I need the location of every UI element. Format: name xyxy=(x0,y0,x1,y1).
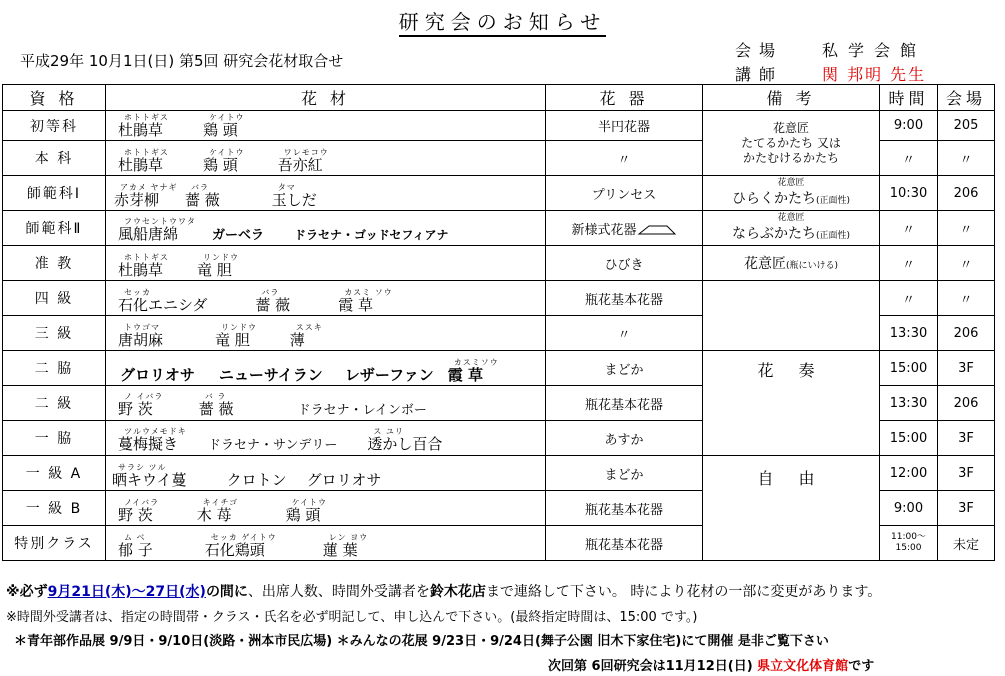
flower-reading: キイチゴ xyxy=(202,498,239,507)
flower-reading: トウゴマ xyxy=(124,323,160,332)
flower-reading: サラシ ツル xyxy=(118,463,167,472)
flower-name: 杜鵑草 xyxy=(118,121,164,139)
flower-name: 野 茨 xyxy=(118,506,153,524)
flower-item xyxy=(114,183,178,209)
flower-reading: レン ヨウ xyxy=(328,533,369,542)
table-row xyxy=(3,246,995,281)
flower-item xyxy=(198,392,234,418)
flowers-cell xyxy=(106,246,546,281)
time-cell: 10:30 xyxy=(880,176,938,211)
footer4-end: です xyxy=(848,659,875,674)
table-row xyxy=(3,211,995,246)
flower-reading: ム ベ xyxy=(124,533,146,542)
vase-cell xyxy=(546,111,703,141)
vase-text: プリンセス xyxy=(591,187,657,203)
flower-item xyxy=(208,437,337,454)
room-cell: 206 xyxy=(938,176,995,211)
vase-text: まどか xyxy=(604,467,644,483)
vase-cell xyxy=(546,456,703,491)
flower-name: グロリオサ xyxy=(120,366,195,384)
room-cell: 〃 xyxy=(938,141,995,176)
footer1-mid: 、出席人数、時間外受講者を xyxy=(247,584,430,600)
note-sub: (正面性) xyxy=(815,196,851,206)
flowers-cell xyxy=(106,351,546,386)
flower-name: 木 苺 xyxy=(196,506,232,524)
vase-cell xyxy=(546,526,703,561)
flower-item xyxy=(118,427,187,453)
class-cell: 一 級 A xyxy=(3,456,106,491)
flower-item xyxy=(298,402,427,419)
footer-line-4 xyxy=(548,655,874,674)
flower-reading: ケイトウ xyxy=(291,498,328,507)
note-text: ひらくかたち xyxy=(731,191,816,207)
flower-item xyxy=(118,533,153,559)
flower-reading: カスミソウ xyxy=(453,358,499,367)
vase-shape-icon xyxy=(637,223,677,238)
flower-reading: タマ xyxy=(277,183,296,192)
flower-item xyxy=(118,323,164,349)
flower-name: 吾亦紅 xyxy=(277,156,323,174)
vase-cell xyxy=(546,421,703,456)
flower-name: 薔 薇 xyxy=(255,296,291,314)
flower-item xyxy=(185,183,220,209)
vase-text: 新様式花器 xyxy=(571,222,637,238)
room-cell: 206 xyxy=(938,316,995,351)
flowers-cell xyxy=(106,211,546,246)
room-cell: 3F xyxy=(938,456,995,491)
flower-reading: ス ユリ xyxy=(373,427,404,436)
flowers-cell xyxy=(106,141,546,176)
flower-reading: バ ラ xyxy=(204,392,227,401)
flower-item xyxy=(118,498,160,524)
flower-reading: カスミ ソウ xyxy=(344,288,393,297)
time-cell: 11:00～15:00 xyxy=(880,526,938,561)
class-cell: 一 級 B xyxy=(3,491,106,526)
vase-text: ひびき xyxy=(604,257,644,273)
table-row xyxy=(3,351,995,386)
flower-name: 竜 胆 xyxy=(197,261,232,279)
time-cell: 〃 xyxy=(880,141,938,176)
footer1-between: の間に xyxy=(205,584,248,600)
flower-reading: ススキ xyxy=(295,323,323,332)
class-cell: 本 科 xyxy=(3,141,106,176)
room-cell: 〃 xyxy=(938,211,995,246)
vase-text: まどか xyxy=(604,362,644,378)
footer4-text: 次回第 6回研究会は11月12日(日) xyxy=(548,659,753,674)
teacher-value: 関 邦明 先生 xyxy=(822,65,927,84)
flower-name: ガーベラ xyxy=(212,228,265,243)
footer1-date: 9月21日(木)～27日(水) xyxy=(47,584,206,600)
flower-name: 杜鵑草 xyxy=(118,261,164,279)
vase-text: 〃 xyxy=(617,327,631,343)
time-cell: 13:30 xyxy=(880,316,938,351)
table-row xyxy=(3,281,995,316)
flower-reading: セッカ ゲイトウ xyxy=(210,533,277,542)
vase-cell xyxy=(546,281,703,316)
flower-item xyxy=(203,113,245,139)
page-title-text: 研究会のお知らせ xyxy=(399,10,606,37)
schedule-table xyxy=(2,84,995,561)
footer4-venue: 県立文化体育館 xyxy=(757,659,849,674)
flower-item xyxy=(118,217,196,243)
flowers-cell xyxy=(106,526,546,561)
vase-cell xyxy=(546,386,703,421)
flower-item xyxy=(118,392,164,418)
header-vase: 花 器 xyxy=(546,85,703,111)
flower-reading: ケイトウ xyxy=(209,113,245,122)
flower-item xyxy=(294,227,448,244)
flower-name: 霞 草 xyxy=(447,366,483,384)
time-cell: 〃 xyxy=(880,211,938,246)
room-cell: 3F xyxy=(938,491,995,526)
flower-reading: セッカ xyxy=(124,288,151,297)
flower-name: レザーファン xyxy=(344,366,434,384)
flowers-cell xyxy=(106,316,546,351)
flower-item xyxy=(227,472,287,489)
flower-name: 薄 xyxy=(289,331,305,349)
footer-line-1 xyxy=(6,581,881,601)
flowers-cell xyxy=(106,421,546,456)
notes-cell-merged xyxy=(703,111,880,176)
time-cell: 9:00 xyxy=(880,111,938,141)
flowers-cell xyxy=(106,281,546,316)
vase-text: 瓶花基本花器 xyxy=(584,502,663,518)
table-body xyxy=(3,111,995,561)
flower-name: 霞 草 xyxy=(338,296,373,314)
vase-text: 〃 xyxy=(617,152,631,168)
vase-text: 瓶花基本花器 xyxy=(584,397,663,413)
header-room: 会場 xyxy=(938,85,995,111)
page-title xyxy=(0,6,1005,35)
flower-name: 薔 薇 xyxy=(198,400,234,418)
notes-cell-merged: 自 由 xyxy=(703,456,880,561)
class-cell: 師範科Ⅰ xyxy=(3,176,106,211)
flower-item xyxy=(289,323,323,349)
venue-value: 私学会館 xyxy=(822,41,927,60)
footer1-end: まで連絡して下さい。 時により花材の一部に変更があります。 xyxy=(485,584,882,600)
flower-name: グロリオサ xyxy=(306,471,382,489)
flower-reading: ホトトギス xyxy=(124,113,169,122)
class-cell: 二 級 xyxy=(3,386,106,421)
flower-reading: ツルウメモドキ xyxy=(124,427,187,436)
flower-name: 晒キウイ蔓 xyxy=(112,471,187,489)
flower-item xyxy=(219,367,323,384)
flower-item xyxy=(118,253,169,279)
flower-name: 郁 子 xyxy=(118,541,153,559)
room-cell: 〃 xyxy=(938,246,995,281)
flower-reading: バラ xyxy=(191,183,210,192)
flower-name: 鶏 頭 xyxy=(203,156,238,174)
note-text: ならぶかたち xyxy=(731,226,816,242)
notes-cell-merged: 花 奏 xyxy=(703,351,880,456)
class-cell: 三 級 xyxy=(3,316,106,351)
vase-cell xyxy=(546,351,703,386)
time-cell: 〃 xyxy=(880,281,938,316)
flower-item xyxy=(367,427,443,453)
time-cell: 15:00 xyxy=(880,351,938,386)
vase-cell xyxy=(546,176,703,211)
flower-item xyxy=(118,148,169,174)
time-cell: 15:00 xyxy=(880,421,938,456)
notes-cell xyxy=(703,176,880,211)
notes-cell xyxy=(703,211,880,246)
flower-name: 鶏 頭 xyxy=(203,121,238,139)
footer1-shop: 鈴木花店 xyxy=(429,584,486,600)
flower-name: 竜 胆 xyxy=(215,331,250,349)
footer1-prefix: ※必ず xyxy=(6,584,48,600)
flower-reading: リンドウ xyxy=(203,253,240,262)
teacher-label: 講師 xyxy=(735,65,784,84)
notes-cell xyxy=(703,281,880,351)
dateline: 平成29年 10月1日(日) 第5回 研究会花材取合せ xyxy=(20,52,344,70)
flower-reading: ノイバラ xyxy=(124,498,160,507)
venue-label: 会場 xyxy=(735,41,784,60)
flower-item xyxy=(112,463,187,489)
note-top: 花意匠 xyxy=(777,213,805,223)
flower-reading: アカメ ヤナギ xyxy=(120,183,178,192)
flower-reading: バラ xyxy=(261,288,280,297)
flower-item xyxy=(197,253,240,279)
flower-item xyxy=(120,367,195,384)
note-line-a: たてるかたち 又は xyxy=(741,135,841,150)
vase-text: 瓶花基本花器 xyxy=(584,537,663,553)
flower-item xyxy=(255,288,291,314)
flower-item xyxy=(345,367,434,384)
room-cell: 未定 xyxy=(938,526,995,561)
flower-name: 蔓梅擬き xyxy=(118,435,179,453)
flower-name: 風船唐綿 xyxy=(118,225,179,243)
class-cell: 四 級 xyxy=(3,281,106,316)
note-text: 花意匠 xyxy=(743,256,786,272)
table-header-row xyxy=(3,85,995,111)
flower-item xyxy=(285,498,328,524)
room-cell: 3F xyxy=(938,351,995,386)
flower-item xyxy=(212,227,264,244)
header-flowers: 花 材 xyxy=(106,85,546,111)
flowers-cell xyxy=(106,456,546,491)
header-class: 資 格 xyxy=(3,85,106,111)
flower-item xyxy=(118,288,208,314)
note-line-b: かたむけるかたち xyxy=(742,150,839,165)
flower-name: クロトン xyxy=(226,471,287,489)
flower-name: 玉しだ xyxy=(271,191,317,209)
vase-cell xyxy=(546,141,703,176)
class-cell: 二 脇 xyxy=(3,351,106,386)
flower-name: ドラセナ・レインボー xyxy=(297,403,427,418)
flower-item xyxy=(204,533,277,559)
flower-item xyxy=(322,533,369,559)
note-sub: (正面性) xyxy=(815,231,851,241)
time-cell: 12:00 xyxy=(880,456,938,491)
table-row xyxy=(3,176,995,211)
note-top: 花意匠 xyxy=(772,120,809,135)
room-cell: 205 xyxy=(938,111,995,141)
vase-cell xyxy=(546,491,703,526)
flower-name: 杜鵑草 xyxy=(118,156,164,174)
note-top: 花意匠 xyxy=(777,178,805,188)
header-notes: 備 考 xyxy=(703,85,880,111)
table-row xyxy=(3,456,995,491)
time-cell: 9:00 xyxy=(880,491,938,526)
flower-name: ドラセナ・サンデリー xyxy=(208,438,338,453)
vase-cell xyxy=(546,211,703,246)
notes-cell xyxy=(703,246,880,281)
flower-reading: ホトトギス xyxy=(124,148,169,157)
flower-reading: フウセントウワタ xyxy=(124,217,196,226)
vase-text: 半円花器 xyxy=(597,120,650,135)
flower-item xyxy=(271,183,317,209)
flower-name: 鶏 頭 xyxy=(285,506,321,524)
time-cell: 〃 xyxy=(880,246,938,281)
class-cell: 一 脇 xyxy=(3,421,106,456)
class-cell: 特別クラス xyxy=(3,526,106,561)
footer-line-3: ＊青年部作品展 9/9日・9/10日(淡路・洲本市民広場) ＊みんなの花展 9/23日・9/24日(舞子公園 旧木下家住宅)にて開催 是非ご覧下さい xyxy=(14,634,829,649)
header-time: 時間 xyxy=(880,85,938,111)
flower-item xyxy=(338,288,393,314)
flower-item xyxy=(447,358,499,384)
class-cell: 准 教 xyxy=(3,246,106,281)
flower-name: 石化エニシダ xyxy=(118,296,208,314)
class-cell: 師範科Ⅱ xyxy=(3,211,106,246)
table-row xyxy=(3,111,995,141)
time-cell: 13:30 xyxy=(880,386,938,421)
flower-item xyxy=(203,148,245,174)
flower-item xyxy=(118,113,169,139)
flower-name: 薔 薇 xyxy=(185,191,220,209)
class-cell: 初等科 xyxy=(3,111,106,141)
flower-name: ドラセナ・ゴッドセフィアナ xyxy=(294,228,449,242)
flower-name: 唐胡麻 xyxy=(118,331,164,349)
flower-name: 石化鶏頭 xyxy=(204,541,265,559)
flower-item xyxy=(196,498,239,524)
flower-name: 透かし百合 xyxy=(367,435,443,453)
flower-reading: リンドウ xyxy=(221,323,258,332)
flower-name: 蓮 葉 xyxy=(322,541,358,559)
flower-reading: ワレモコウ xyxy=(283,148,329,157)
footer-line-2: ※時間外受講者は、指定の時間帯・クラス・氏名を必ず明記して、申し込んで下さい。(最終指定時間は、15:00 です。) xyxy=(6,610,698,625)
room-cell: 3F xyxy=(938,421,995,456)
vase-cell xyxy=(546,316,703,351)
flowers-cell xyxy=(106,491,546,526)
flowers-cell xyxy=(106,111,546,141)
flower-name: 野 茨 xyxy=(118,400,153,418)
flowers-cell xyxy=(106,386,546,421)
vase-cell xyxy=(546,246,703,281)
flower-reading: ケイトウ xyxy=(209,148,245,157)
flower-item xyxy=(215,323,258,349)
flower-item xyxy=(277,148,329,174)
flowers-cell xyxy=(106,176,546,211)
room-cell: 〃 xyxy=(938,281,995,316)
flower-reading: ノ イバラ xyxy=(124,392,164,401)
room-cell: 206 xyxy=(938,386,995,421)
flower-reading: ホトトギス xyxy=(124,253,169,262)
flower-name: 赤芽柳 xyxy=(114,191,160,209)
vase-text: あすか xyxy=(604,432,644,448)
flower-item xyxy=(307,472,382,489)
vase-text: 瓶花基本花器 xyxy=(584,292,663,308)
flower-name: ニューサイラン xyxy=(218,366,323,384)
note-sub: (瓶にいける) xyxy=(785,261,839,271)
